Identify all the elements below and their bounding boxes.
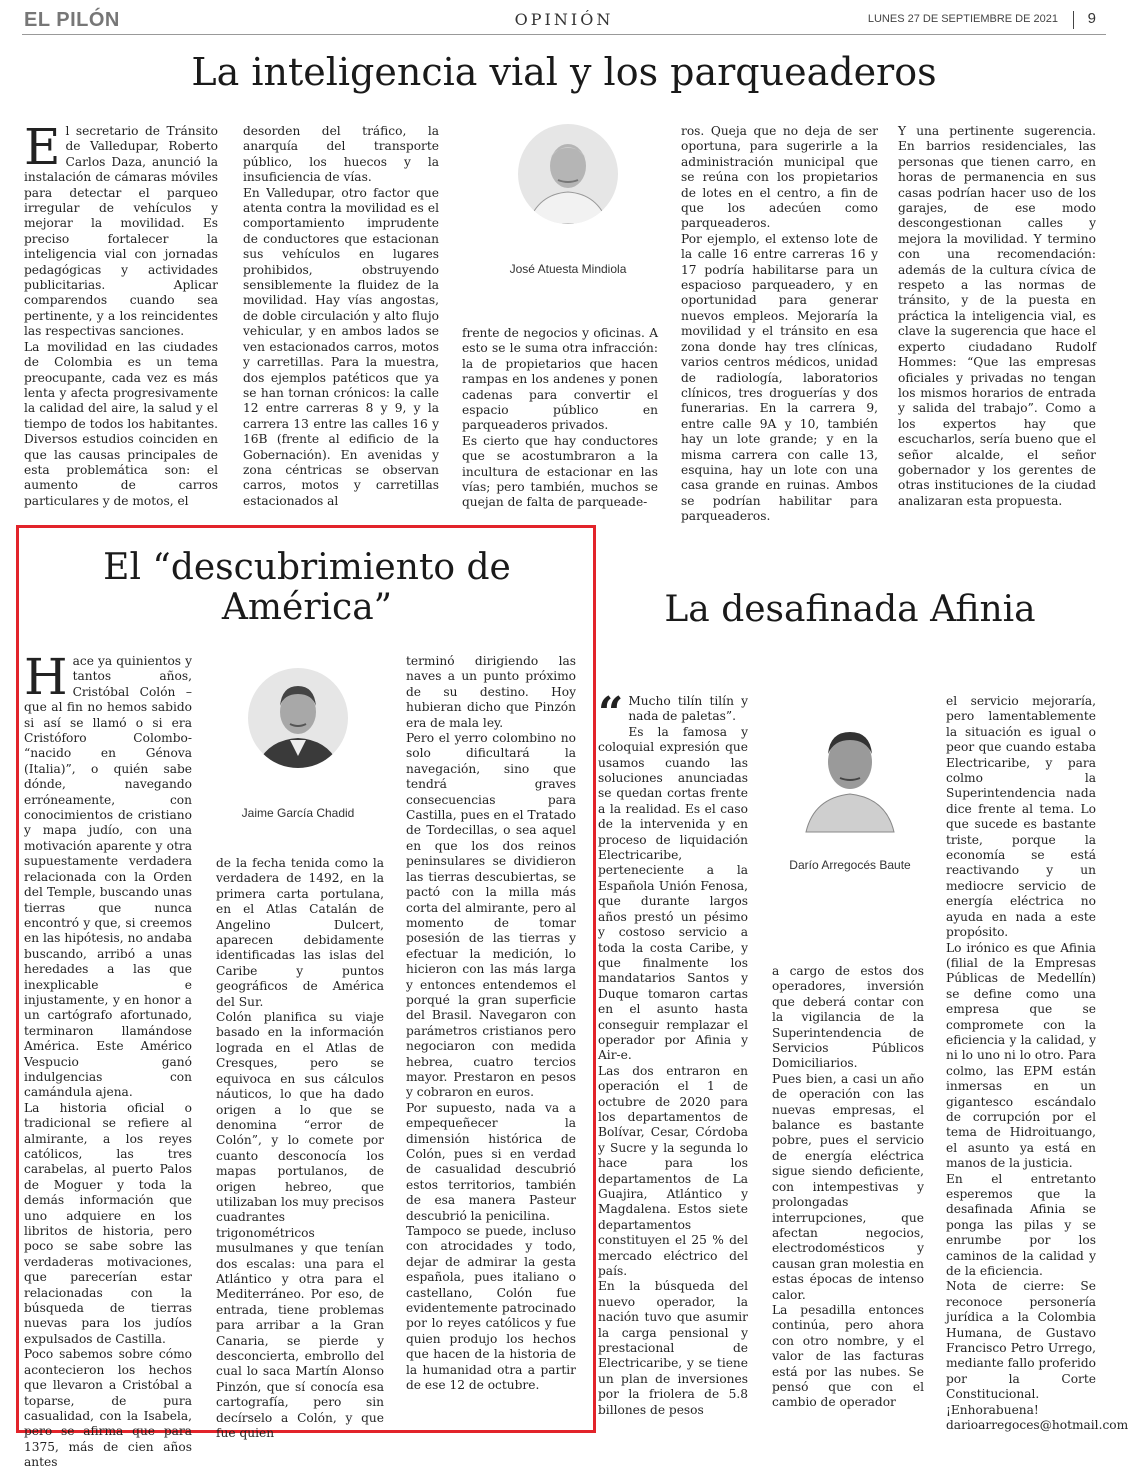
article1-text: ros. Queja que no deja de ser oportuna, para sugerirle a la administración municipal que se reúna con los propietarios de lotes en el centro, a fin de que los adecúen como parqueaderos. — [681, 124, 878, 231]
quote-mark: “ — [598, 688, 624, 739]
issue-date: LUNES 27 DE SEPTIEMBRE DE 2021 — [867, 13, 1058, 25]
article1-column-2 — [243, 124, 439, 516]
article2-text: Pero el yerro colombino no solo dificultará la navegación, sino que tendrá graves consecuencias para Castilla, pues en el Tratado de Tordecillas, o sea aquel en que los dos reinos peninsulares se dividieron las tierras descubiertas, se pactó con la milla más corta del almirante, pero al momento de tomar posesión de las tierras y efectuar la medición, lo hicieron con las más larga y entonces entendemos el porqué la gran superficie del Brasil. Navegaron con parámetros cristianos pero negociaron con medida hebrea, cuatro tercios mayor. Prestaron en pesos y cobraron en euros. — [406, 731, 576, 1100]
article1-column-4 — [681, 124, 878, 524]
article2-drop-cap: H — [24, 648, 68, 706]
article1-author: José Atuesta Mindiola — [509, 262, 627, 276]
article1-text: En Valledupar, otro factor que atenta contra la movilidad es el comportamiento imprudente de conductores que estacionan sus vehículos en lugares prohibidos, obstruyendo sensiblemente la fluidez de la movilidad. Hay vías angostas, de doble circulación y alto flujo vehicular, y en ambos lados se ven estacionados carros, motos y carretillas. Para la muestra, dos ejemplos patéticos que ya se han tornan crónicos: la calle 12 entre carreras 8 y 9, y la carrera 13 entre las calles 16 y 16B (frente al edificio de la Gobernación). En avenidas y zona céntricas se observan carros, motos y carretillas estacionados al — [243, 185, 439, 508]
newspaper-logo: EL PILÓN — [24, 9, 120, 31]
article3-text: Nota de cierre: Se reconoce personería jurídica a la Colombia Humana, de Gustavo Francisco Petro Urrego, mediante fallo proferido por la Corte Constitucional. ¡Enhorabuena! darioarregoces@hotmail.com — [946, 1279, 1128, 1433]
article2-text: de la fecha tenida como la verdadera de 1492, en la primera carta portulana, en el Atlas Catalán de Angelino Dulcert, aparecen debidamente identificadas las islas del Caribe y puntos geográficos de América del Sur. — [216, 856, 384, 1009]
article2-column-2 — [216, 856, 384, 1441]
page-number: 9 — [1087, 10, 1096, 27]
article2-text: terminó dirigiendo las naves a un punto próximo de su destino. Hoy hubieran dicho que Pinzón era de mala ley. — [406, 654, 576, 730]
article1-text: Y una pertinente sugerencia. En barrios residenciales, las personas que tienen carro, en horas de permanencia en sus casas podrían hacer uso de los garajes, de ese modo descongestionan calles y mejora la movilidad. Y termino con una recomendación: además de la cultura cívica de respeto a las normas de tránsito, y de la puesta en práctica la inteligencia vial, es clave la sugerencia que hace el experto ciudadano Rudolf Hommes: “Que las empresas oficiales y privadas no tengan los mismos horarios de entrada y salida del trabajo”. Como a los expertos hay que escucharlos, sería bueno que el señor alcalde, el señor gobernador y los gerentes de otras instituciones de la ciudad analizaran esta propuesta. — [898, 124, 1096, 508]
article2-title-line: América” — [221, 586, 393, 628]
article2-text: Poco sabemos sobre cómo acontecieron los hechos que llevaron a Cristóbal a toparse, de pura casualidad, con la Isabela, pero se afirma que para 1375, más de cien años antes — [24, 1347, 192, 1470]
article3-author: Darío Arregocés Baute — [789, 858, 911, 872]
article1-column-3 — [462, 326, 658, 516]
article2-text: ace ya quinientos y tantos años, Cristóbal Colón –que al fin no hemos sabido si así se llamó o si era Cristóforo Colombo- “nacido en Génova (Italia)”, o quién sabe dónde, navegando erróneamente, con conocimientos de cristiano y mapa judío, con una motivación aparente y otra supuestamente verdadera relacionada con la Orden del Temple, buscando unas tierras que nunca encontró y que, si creemos en las hipótesis, no andaba buscando, arribó a unas heredades a las que inexplicable e injustamente, y en honor a un cartógrafo afortunado, terminaron llamándose América. Este Américo Vespucio ganó indulgencias con camándula ajena. — [24, 654, 192, 1100]
article2-title — [22, 548, 592, 627]
article3-title: La desafinada Afinia — [664, 589, 1036, 630]
article3-column-1 — [598, 688, 748, 1424]
article1-text: Por ejemplo, el extenso lote de la calle 16 entre carreras 16 y 17 podría habilitarse para un espacioso parqueadero, y en oportunidad para generar nuevos empleos. Mejoraría la movilidad y el tránsito en esa zona donde hay tres clínicas, varios centros médicos, unidad de radiología, laboratorios clínicos, tres droguerías y dos funerarias. En la carrera 9, entre calle 9A y 10, también hay un lote grande; y en la misma carrera con calle 13, esquina, hay un lote con una casa grande en ruinas. Ambos se podrían habilitar para parqueaderos. — [681, 231, 878, 524]
article2-text: Colón planifica su viaje basado en la información lograda en el Atlas de Cresques, pero se equivoca en sus cálculos náuticos, lo que ha dado origen a lo que se denomina “error de Colón”, y lo comete por cuanto desconocía los mapas portulanos, de origen hebreo, que utilizaban los muy precisos cuadrantes trigonométricos musulmanes y que tenían dos escalas: una para el Atlántico y otra para el Mediterráneo. Por eso, de entrada, tiene problemas para arribar a la Gran Canaria, se pierde y desconcierta, embrollo del cual lo saca Martín Alonso Pinzón, que sí conocía esa cartografía, pero sin decírselo a Colón, y que fue quien — [216, 1010, 384, 1441]
author-photo — [800, 712, 900, 832]
article2-text: Tampoco se puede, incluso con atrocidades y todo, dejar de admirar la gesta española, pues italiano o castellano, Colón fue evidentemente patrocinado por lo reyes católicos y fue quien produjo los hechos que hacen de la historia de la humanidad otra a partir de ese 12 de octubre. — [406, 1224, 576, 1393]
article1-text: l secretario de Tránsito de Valledupar, Roberto Carlos Daza, anunció la instalación de cámaras móviles para detectar el parqueo irregular de vehículos y mejorar la movilidad. Es preciso fortalecer la inteligencia vial con jornadas pedagógicas y actividades publicitarias. Aplicar comparendos cuando sea pertinente, y a los reincidentes las respectivas sanciones. — [24, 124, 218, 339]
article1-text: Es cierto que hay conductores que se acostumbraron a la incultura de estacionar en las vías; pero también, muchos se quejan de falta de parqueade- — [462, 433, 658, 510]
article3-text: En el entretanto esperemos que la desafinada Afinia se ponga las pilas y se enrumbe por los caminos de la calidad y de la eficiencia. — [946, 1171, 1096, 1279]
article2-text: La historia oficial o tradicional se refiere al almirante, a los reyes católicos, las tres carabelas, al puerto Palos de Moguer y toda la demás información que uno adquiere en los libritos de historia, pero poco se sabe sobre las verdaderas motivaciones, que parecerían estar relacionadas con la búsqueda de tierras nuevas para los judíos expulsados de Castilla. — [24, 1100, 192, 1346]
author-photo — [248, 668, 348, 768]
article2-column-1 — [24, 648, 192, 1470]
article3-text: a cargo de estos dos operadores, inversión que deberá contar con la vigilancia de la Superintendencia de Servicios Públicos Domiciliarios. — [772, 964, 924, 1071]
article3-text: Pues bien, a casi un año de operación con las nuevas empresas, el balance es bastante pobre, pues el servicio de energía eléctrica sigue siendo deficiente, con intempestivas y prolongadas interrupciones, que afectan negocios, electrodomésticos y causan gran molestia en estas épocas de intenso calor. — [772, 1071, 924, 1302]
article1-column-1 — [24, 118, 218, 516]
article2-title-line: El “descubrimiento de — [103, 547, 511, 588]
article3-text: La pesadilla entonces continúa, pero ahora con otro nombre, y el valor de las facturas está por las nubes. Se pensó que con el cambio de operador — [772, 1302, 924, 1410]
author-photo — [518, 124, 618, 224]
masthead — [22, 8, 1106, 35]
article1-title: La inteligencia vial y los parqueaderos — [191, 50, 937, 94]
article2-column-3 — [406, 654, 576, 1424]
article3-column-3 — [946, 694, 1128, 1433]
article3-text: En la búsqueda del nuevo operador, la nación tuvo que asumir la carga pensional y prestacional de Electricaribe, y se tiene un plan de inversiones por la friolera de 5.8 billones de pesos — [598, 1279, 748, 1417]
article1-text: frente de negocios y oficinas. A esto se le suma otra infracción: la de propietarios que hacen rampas en los andenes y ponen cadenas para convertir el espacio público en parqueaderos privados. — [462, 326, 658, 433]
article3-text: Las dos entraron en operación el 1 de octubre de 2020 para los departamentos de Bolívar, Cesar, Córdoba y Sucre y la segunda lo hace para los departamentos de La Guajira, Atlántico y Magdalena. Estos siete departamentos constituyen el 25 % del mercado eléctrico del país. — [598, 1063, 748, 1279]
article1-column-5 — [898, 124, 1096, 516]
article3-text: Es la famosa y coloquial expresión que usamos cuando las soluciones anunciadas se quedan cortas frente a la realidad. Es el caso de la intervenida y en proceso de liquidación Electricaribe, perteneciente a la Española Unión Fenosa, que durante largos años prestó un pésimo y costoso servicio a toda la costa Caribe, y que finalmente los mandatarios Santos y Duque tomaron cartas en el asunto hasta conseguir remplazar el operador por Afinia y Air-e. — [598, 724, 748, 1063]
article3-text: Mucho tilín tilín y nada de paletas”. — [628, 694, 748, 724]
article1-drop-cap: E — [24, 118, 61, 176]
page-separator — [1073, 11, 1074, 29]
article2-author: Jaime García Chadid — [241, 806, 355, 820]
article3-text: Lo irónico es que Afinia (filial de la Empresas Públicas de Medellín) se define como una empresa que se compromete con la eficiencia y la calidad, y ni lo uno ni lo otro. Para colmo, las EPM están inmersas en un gigantesco escándalo de corrupción por el tema de Hidroituango, el asunto ya está en manos de la justicia. — [946, 940, 1096, 1171]
article3-text: el servicio mejoraría, pero lamentablemente la situación es igual o peor que cuando estaba Electricaribe, y para colmo la Superintendencia nada dice frente al tema. Lo que sucede es bastante triste, porque la economía se está reactivando y un mediocre servicio de energía eléctrica no ayuda en nada a este propósito. — [946, 694, 1096, 940]
article2-text: Por supuesto, nada va a empequeñecer la dimensión histórica de Colón, pues si en verdad de casualidad descubrió estos territorios, también de esa manera Pasteur descubrió la penicilina. — [406, 1100, 576, 1223]
article3-column-2 — [772, 964, 924, 1424]
article1-text: La movilidad en las ciudades de Colombia es un tema preocupante, cada vez es más lenta y afecta progresivamente la calidad del aire, la salud y el tiempo de todos los habitantes. Diversos estudios coinciden en que las causas principales de esta problemática son: el aumento de carros particulares y de motos, el — [24, 339, 218, 508]
article1-text: desorden del tráfico, la anarquía del transporte público, los huecos y la insuficiencia de vías. — [243, 124, 439, 185]
section-title: OPINIÓN — [514, 10, 614, 29]
